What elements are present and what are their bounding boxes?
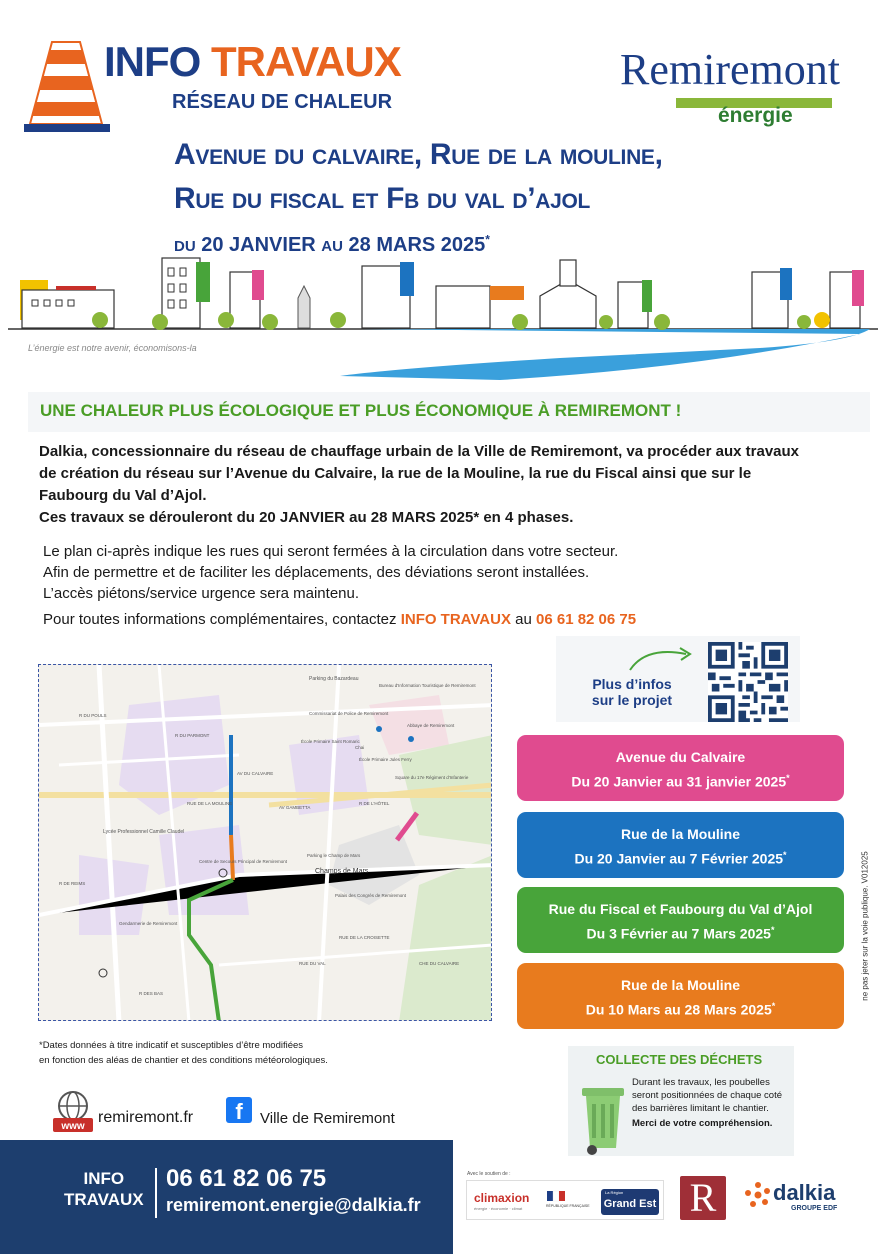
waste-collection-box xyxy=(568,1046,794,1156)
dates-prefix: du xyxy=(174,231,196,256)
map-label: Square du 17e Régiment d'Infanterie xyxy=(395,775,469,780)
qr-label-line1: Plus d’infos xyxy=(592,676,672,692)
contact-line xyxy=(43,611,636,628)
climaxion-sub: énergie · économie · climat xyxy=(474,1206,523,1211)
logo-energie-word: énergie xyxy=(718,104,793,127)
phase-star: * xyxy=(770,925,775,935)
works-map xyxy=(38,664,492,1021)
dates-middle: au xyxy=(321,231,343,256)
cityscape-illustration xyxy=(0,250,886,380)
phase-dates-text: Du 20 Janvier au 31 janvier 2025 xyxy=(571,773,787,790)
footer-info-line2: TRAVAUX xyxy=(64,1190,144,1209)
phase-dates xyxy=(517,996,844,1021)
map-label: Gendarmerie de Remiremont xyxy=(119,921,178,926)
footer-info-line1: INFO xyxy=(83,1169,125,1188)
map-label: RUE DE LA MOULINE xyxy=(187,801,233,806)
side-note xyxy=(858,851,872,1001)
footer-phone[interactable]: 06 61 82 06 75 xyxy=(166,1165,327,1192)
map-label: Centre de Secours Principal de Remiremont xyxy=(199,859,288,864)
phase-dates xyxy=(517,845,844,870)
street-title-line2: Rue du fiscal et Fb du val d’ajol xyxy=(174,182,591,215)
map-label: RUE DU VAL xyxy=(299,961,326,966)
contact-middle: au xyxy=(515,611,532,628)
collect-text xyxy=(632,1076,788,1130)
slogan: L’énergie est notre avenir, économisons-la xyxy=(28,343,197,353)
plan-line: Le plan ci-après indique les rues qui seront fermées à la circulation dans votre secteur. xyxy=(43,543,619,560)
brand-title xyxy=(104,38,401,86)
remiremont-r-logo xyxy=(680,1176,726,1220)
map-graphic xyxy=(39,665,492,1021)
map-label: R DU PARMONT xyxy=(175,733,210,738)
intro-line: Faubourg du Val d’Ajol. xyxy=(39,487,207,504)
intro-line: Dalkia, concessionnaire du réseau de chauffage urbain de la Ville de Remiremont, va procéder aux travaux xyxy=(39,443,800,460)
remiremont-r-letter: R xyxy=(689,1175,717,1220)
footnote xyxy=(39,1038,328,1068)
map-label: AV GAMBETTA xyxy=(279,805,311,810)
map-label: Commissariat de Police de Remiremont xyxy=(309,711,389,716)
footnote-line: en fonction des aléas de chantier et des conditions météorologiques. xyxy=(39,1055,328,1066)
map-label: Abbaye de Remiremont xyxy=(407,723,455,728)
website-label[interactable]: remiremont.fr xyxy=(98,1109,194,1126)
map-label: Bureau d'Information Touristique de Remiremont xyxy=(379,683,476,688)
collect-thanks: Merci de votre compréhension. xyxy=(632,1118,773,1129)
phase-card xyxy=(517,963,844,1029)
headline-text: UNE CHALEUR PLUS ÉCOLOGIQUE ET PLUS ÉCONOMIQUE À REMIREMONT ! xyxy=(40,401,682,420)
map-label: R DE L'HÔTEL xyxy=(359,801,390,806)
phase4-route xyxy=(231,835,233,880)
dates-end: 28 MARS 2025 xyxy=(348,234,486,256)
phase-dates-text: Du 3 Février au 7 Mars 2025 xyxy=(586,925,771,942)
support-label: Avec le soutien de : xyxy=(467,1171,511,1177)
footer-info-label xyxy=(64,1168,144,1210)
street-title-line1: Avenue du calvaire, Rue de la mouline, xyxy=(174,138,663,171)
phase-street: Rue de la Mouline xyxy=(620,977,740,993)
map-label: Champs de Mars xyxy=(315,868,369,875)
phase-card xyxy=(517,812,844,878)
qr-card[interactable] xyxy=(556,636,800,722)
remiremont-energie-logo xyxy=(620,38,840,128)
map-label: AV DU CALVAIRE xyxy=(237,771,274,776)
plan-paragraph xyxy=(43,541,843,604)
footer-divider xyxy=(155,1168,157,1218)
intro-line: de création du réseau sur l’Avenue du Calvaire, la rue de la Mouline, la rue du Fiscal ainsi que sur le xyxy=(39,465,752,482)
phase-dates-text: Du 10 Mars au 28 Mars 2025 xyxy=(585,1001,772,1018)
facebook-icon[interactable]: f xyxy=(226,1097,252,1123)
map-label: Chai xyxy=(355,745,365,750)
region-sub: La Région xyxy=(605,1190,624,1195)
phase-street: Avenue du Calvaire xyxy=(615,749,746,765)
headline-banner xyxy=(28,392,870,432)
phase-star: * xyxy=(771,1001,776,1011)
dates-star: * xyxy=(485,232,490,247)
trash-bin-icon xyxy=(578,1082,628,1156)
collect-title: COLLECTE DES DÉCHETS xyxy=(596,1052,763,1067)
map-label: R DES BAS xyxy=(139,991,164,996)
phase-star: * xyxy=(786,773,790,783)
dalkia-star-icon xyxy=(743,1180,773,1210)
facebook-label[interactable]: Ville de Remiremont xyxy=(260,1110,395,1127)
footnote-line: *Dates données à titre indicatif et susceptibles d’être modifiées xyxy=(39,1040,304,1051)
brand-travaux: TRAVAUX xyxy=(211,38,401,85)
phase-dates-text: Du 20 Janvier au 7 Février 2025 xyxy=(574,850,784,867)
map-label: RUE DE LA CROISETTE xyxy=(339,935,390,940)
dalkia-sub: GROUPE EDF xyxy=(791,1205,838,1212)
side-note-text: ne pas jeter sur la voie publique. V012025 xyxy=(860,851,870,1001)
traffic-cone-icon xyxy=(22,38,112,136)
collect-body: Durant les travaux, les poubelles seront positionnées de chaque coté des barrières limitant le chantier. xyxy=(632,1077,782,1114)
phase-card xyxy=(517,887,844,953)
map-label: CHE DU CALVAIRE xyxy=(419,961,460,966)
map-label: Parking du Bazardeau xyxy=(309,676,359,682)
phase-star: * xyxy=(783,850,787,860)
qr-label xyxy=(582,676,682,708)
rf-label: RÉPUBLIQUE FRANÇAISE xyxy=(546,1204,590,1208)
map-label: Palais des Congrès de Remiremont xyxy=(335,893,407,898)
intro-line: Ces travaux se dérouleront du 20 JANVIER au 28 MARS 2025* en 4 phases. xyxy=(39,509,574,526)
intro-paragraph xyxy=(39,441,839,529)
map-label: Parking le Champ de Mars xyxy=(307,853,361,858)
globe-icon xyxy=(52,1090,94,1134)
footer-contact-bar xyxy=(0,1140,453,1254)
map-label: R DU POULS xyxy=(79,713,107,718)
climaxion-logo: climaxion xyxy=(474,1191,530,1205)
region-label: Grand Est xyxy=(603,1198,657,1210)
map-label: R DE REIMS xyxy=(59,881,86,886)
contact-phone[interactable]: 06 61 82 06 75 xyxy=(536,611,637,628)
www-icon-text: www xyxy=(61,1121,85,1132)
phase-dates xyxy=(517,768,844,793)
map-label: École Primaire Saint Romaric xyxy=(301,739,360,744)
phase-street: Rue de la Mouline xyxy=(620,826,740,842)
phase-street: Rue du Fiscal et Faubourg du Val d’Ajol xyxy=(548,901,813,917)
arrow-icon xyxy=(626,640,696,674)
qr-label-line2: sur le projet xyxy=(591,692,673,708)
phase-card xyxy=(517,735,844,801)
footer-email[interactable]: remiremont.energie@dalkia.fr xyxy=(166,1195,421,1215)
map-label: Lycée Professionnel Camille Claudel xyxy=(103,829,185,835)
dalkia-word: dalkia xyxy=(773,1180,836,1205)
brand-subtitle: RÉSEAU DE CHALEUR xyxy=(172,91,393,113)
republique-francaise-icon xyxy=(545,1189,567,1213)
contact-label: INFO TRAVAUX xyxy=(400,611,511,628)
contact-prefix: Pour toutes informations complémentaires, contactez xyxy=(43,611,397,628)
qr-code-icon[interactable] xyxy=(708,642,788,722)
plan-line: L’accès piétons/service urgence sera maintenu. xyxy=(43,585,360,602)
brand-info: INFO xyxy=(104,38,201,85)
logo-remiremont-word: Remiremont xyxy=(620,45,840,94)
plan-line: Afin de permettre et de faciliter les déplacements, des déviations seront installées. xyxy=(43,564,590,581)
partner-logos xyxy=(466,1180,664,1220)
phase-dates xyxy=(517,920,844,945)
map-label: École Primaire Jules Ferry xyxy=(359,757,412,762)
dalkia-logo xyxy=(741,1178,845,1222)
dates-start: 20 JANVIER xyxy=(201,234,316,256)
